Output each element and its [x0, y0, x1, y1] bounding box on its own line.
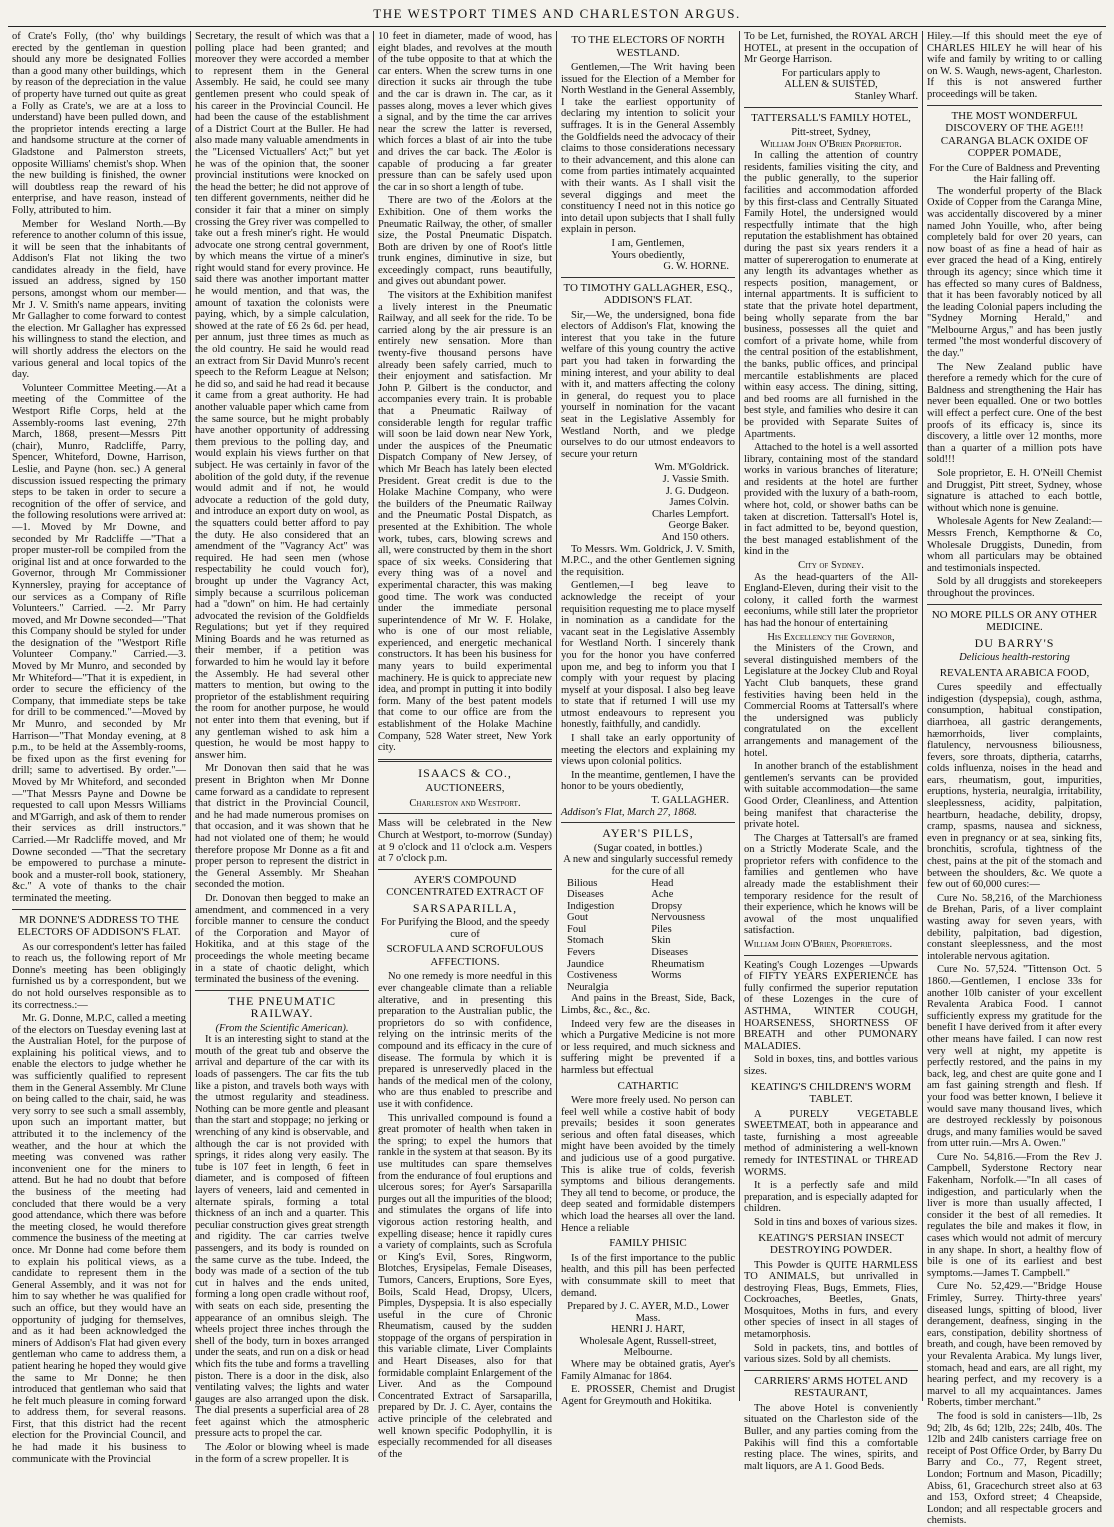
ad-heading: AYER'S COMPOUND CONCENTRATED EXTRACT OF [386, 873, 544, 899]
ad-paragraph: As the head-quarters of the All-England-Eleven, during their visit to the colony, it called forth the warmest eeconiums, while still later the proprietor has had the honour of entertaining [744, 571, 918, 629]
disease-item: Head Ache [651, 877, 674, 901]
ad-heading: DU BARRY'S [974, 635, 1055, 650]
signer: And 150 others. [661, 531, 729, 543]
article-paragraph: There are two of the Æolors at the Exhibition. One of them works the Pneumatic Railway, the other, of smaller size, the Postal Pneumatic Dispatch. Both are driven by one of Root's little trunk engines, diminutive in size, but exceedingly compact, runs beautifully, and gives out abundant power. [378, 195, 552, 288]
column-1 [8, 31, 191, 1465]
ad-subheading: William John O'Brien Proprietor. [760, 138, 902, 150]
ad-paragraph: Cures speedily and effectually indigestion (dyspepsia), cough, asthma, consumption, habitual constipation, diarrhoea, all gastric derangements, hæmorrhoids, liver complaints, flatulency, nervousness biliousness, fevers, sore throats, diptheria, catarrhs, colds influenza, noises in the head and ears, rheumatism, gout, impurities, eruptions, hysteria, neuralgia, irritability, sleeplessness, acidity, palpitation, heartburn, headache, debility, dropsy, cramp, spasms, nausea and sickness, even in pregnancy or at sea, sinking fits, bronchitis, scrofula, tightness of the chest, pains at the pit of the stomach and between the shoulders, &c. We quote a few out of 60,000 cures:— [927, 682, 1102, 891]
disease-item: Indigestion [567, 900, 615, 912]
ad-heading: CARRIERS' ARMS HOTEL AND RESTAURANT, [754, 1374, 908, 1400]
article-paragraph: As our correspondent's letter has failed to reach us, the following report of Mr Donne's meeting has been obligingly furnished us by a correspondent, but we do not hold ourselves responsible as to its correctness.:— [12, 941, 186, 1011]
divider [561, 822, 735, 823]
divider [378, 813, 552, 814]
ad-paragraph: The above Hotel is conveniently situated on the Charleston side of the Buller, and any parties coming from the Pakihis will find this a comfortable resting place. The wines, spirits, and malt liquors, are A 1. Good Beds. [744, 1402, 918, 1472]
ad-paragraph: Sold in packets, tins, and bottles of various sizes. Sold by all chemists. [744, 1342, 918, 1366]
column-6 [923, 31, 1106, 1527]
ad-subheading: For the Cure of Baldness and Preventing the Hair falling off. [929, 162, 1100, 186]
ad-signature: William John O'Brien, Proprietors. [744, 939, 893, 951]
ad-paragraph: It is a perfectly safe and mild preparation, and is especially adapted for children. [744, 1180, 918, 1215]
ad-line: His Excellency the Governor, [767, 631, 895, 643]
article-heading: MR DONNE'S ADDRESS TO THE ELECTORS OF ADDISON'S FLAT. [17, 913, 181, 939]
disease-item: Foul Stomach [567, 923, 604, 947]
ad-paragraph: Hiley.—If this should meet the eye of CHARLES HILEY he will hear of his wife and family by writing to or calling on W. S. Waugh, news-agent, Charleston. If this is not answered further proceedings will be taken. [927, 31, 1102, 100]
signer-list [561, 462, 729, 543]
signer: J. Vassie Smith. [662, 474, 729, 485]
ad-heading: TATTERSALL'S FAMILY HOTEL, [751, 111, 911, 124]
ad-paragraph: The Charges at Tattersall's are framed on a Strictly Moderate Scale, and the proprietor refers with confidence to the families and gentlemen who have already made the establishment their temporary residence for the result of their experience, which he knows will be avowal of the most unqualified satisfaction. [744, 832, 918, 937]
notice-heading: TO TIMOTHY GALLAGHER, ESQ., ADDISON'S FLAT. [563, 281, 733, 307]
disease-item: Dropsy [651, 900, 683, 912]
ad-paragraph: Sold in tins and boxes of various sizes. [754, 1216, 918, 1228]
disease-item: Neuralgia [567, 981, 609, 993]
column-4 [557, 31, 740, 1407]
ad-subheading: CATHARTIC [617, 1079, 679, 1092]
signer: J. G. Dudgeon. [665, 485, 729, 497]
ad-paragraph: Sold in boxes, tins, and bottles various sizes. [744, 1054, 918, 1077]
ad-paragraph: This Powder is QUITE HARMLESS TO ANIMALS, but unrivalled in destroying Fleas, Bugs, Emmets, Flies, Cockroaches, Beetles, Gnats, Mosquitoes, Moths in furs, and every other species of insect in all stages of metamorphosis. [744, 1259, 918, 1341]
masthead: THE WESTPORT TIMES AND CHARLESTON ARGUS. [8, 6, 1106, 27]
article-source: (From the Scientific American). [215, 1022, 349, 1034]
ad-subheading: FAMILY PHISIC [609, 1237, 687, 1250]
ad-heading: ISAACS & CO., [418, 765, 512, 780]
ad-paragraph: Keating's Cough Lozenges —Upwards of FIFTY YEARS EXPERIENCE has fully confirmed the superior reputation of these Lozenges in the cure of ASTHMA, WINTER COUGH, HOARSENESS, SHORTNESS OF BREATH and other PUMONARY MALADIES. [744, 959, 918, 1052]
ad-subheading: SCROFULA AND SCROFULOUS AFFECTIONS. [386, 943, 544, 968]
disease-item: Skin Diseases [651, 935, 688, 959]
signer: Charles Lempfort. [652, 508, 729, 520]
article-paragraph: Secretary, the result of which was that a polling place had been granted; and moreover they were accorded a member to represent them in the General Assembly. He said, he could see many gentlemen present who could speak of his career in the Provincial Council. He had been the cause of the establishment of a District Court at the Buller. He had also made many valuable amendments in the "Licensed Victuallers' Act;" but yet he was of the opinion that, the sooner provincial institutions were knocked on the head the better; he did not approve of ten different governments, neither did he consider it fair that a miner on simply crossing the Grey river was compelled to take out a fresh miner's right. He would advocate one strong central government, by which means the virtue of a miner's right would stand for every province. He said there was another important matter he would mention, and that was, the amount of taxation the colonists were paying, which, by a simple calculation, showed at the rate of £6 2s 6d. per head, per annum, just three times as much as the old country. He said he would read an extract from Sir David Munro's recent speech to the Reform League at Nelson; he did so, and said he had read it because it came from a great authority. He had another valuable paper which came from the same source, but he might probably have another opportunity of addressing them previous to the polling day, and would explain his views further on that subject. He was certainly in favor of the abolition of the gold duty, if the revenue would admit and if not, he would advocate a reduction of the gold duty, and introduce an export duty on wool, as the squatters could better afford to pay the duty. He also considered that an amendment of the "Vagrancy Act" was required. He had seen men (whose respectability he could vouch for), brought up under the Vagrancy Act, simply because a scurrilous policeman had a "down" on him. He had certainly advocated the revision of the Goldfields Regulations; but yet if they required Mining Boards and he was returned as their member, if a petition was forwarded to him he would lay it before the Assembly. He had several other matters to mention, but owing to the proprietor of the establishment requiring the room for another purpose, he would not enter into them that evening, but if any gentleman wished to ask him a question, he would be most happy to answer him. [195, 31, 369, 761]
notice-paragraph: Gentlemen,—The Writ having been issued for the Election of a Member for North Westland in the General Assembly, I take the earliest opportunity of declaring my intention to solicit your suffrages. It is in the General Assembly the Goldfields need the advocacy of their claims to those considerations necessary to their advancement, and this alone can come from parties intimately acquainted with their wants. As I shall visit the several diggings and meet the constituency I need not in this notice go into detail upon subjects that I shall fully explain in person. [561, 62, 735, 236]
ad-paragraph: To be Let, furnished, the ROYAL ARCH HOTEL, at present in the occupation of Mr George Harrison. [744, 31, 918, 66]
article-paragraph: The visitors at the Exhibition manifest a lively interest in the Pneumatic Railway, and all seek for the ride. To be carried along by the air pressure is an entirely new sensation. More than twenty-five thousand persons have already been safely carried, much to their enjoyment and satisfaction. Mr John P. Gilbert is the conductor, and accompanies every train. It is probable that a Pneumatic Railway of considerable length for regular traffic will soon be laid down near New York, under the auspices of the Pneumatic Dispatch Company of New Jersey, of which Mr Beach has lately been elected President. Great credit is due to the Holake Machine Company, who were the builders of the Pneumatic Railway and the Pneumatic Postal Dispatch, as presented at the Exhibition. The whole work, tubes, cars, blowing screws and all, were constructed by them in the short space of six weeks. Considering that every thing was of a novel and experimental character, this was making good time. The work was conducted under the immediate personal superintendence of Mr W. F. Holake, who is one of our most reliable, experienced, and energetic mechanical constructors. It has been his business for many years to build experimental machinery. He is quick to appreciate new idea, and prompt in putting it into bodily form. Many of the best patent models that come to our office are from the establishment of the Holake Machine Company, 528 Water street, New York city. [378, 290, 552, 754]
ad-paragraph: The food is sold in canisters—1lb, 2s 9d; 2lb, 4s 6d; 12lb, 22s; 24lb, 40s. The 12lb and 24lb canisters carriage free on receipt of Post Office Order, by Barry Du Barry and Co., 77, Regent street, London; Fortnum and Mason, Picadilly; Abiss, 61, Gracechurch street also at 63 and 153, Oxford street; 4 Cheapside, London; and all respectable grocers and chemists. [927, 1410, 1102, 1527]
ad-heading: KEATING'S CHILDREN'S WORM TABLET. [750, 1080, 912, 1106]
article-paragraph: of Crate's Folly, (tho' why buildings erected by the gentleman in question should any more be designated Follies than a good many other buildings, which by reason of the depreciation in the value of property have turned out quite as great a Folly as Crate's, we are at a loss to understand) have been pulled down, and the proprietor intends erecting a large and handsome structure at the corner of Gladstone and Palmerston streets, opposite Williams' chemist's shop. When the new building is finished, the owner will doubtless reap the reward of his enterprise, and have reason, instead of Folly, attributed to him. [12, 31, 186, 216]
disease-item: Costiveness [567, 970, 618, 982]
ad-paragraph: Cure No. 58,216, of the Marchioness de Brehan, Paris, of a liver complaint wasting away for seven years, with debility, palpitation, bad digestion, constant sleeplessness, and the most intolerable nervous agitation. [927, 892, 1102, 962]
columns [8, 31, 1106, 1527]
divider [927, 105, 1102, 106]
article-paragraph: 10 feet in diameter, made of wood, has eight blades, and revolves at the mouth of the tube opposite to that at which the car enters. When the screw turns in one direction it sucks air through the tube and the car is drawn in. The car, as it passes along, moves a lever which gives a signal, and by the time the car arrives near the screw the latter is reversed, which forces a blast of air into the tube and drives the car back. The Æolor is capable of producing a far greater pressure than can be safely used upon the car in so short a length of tube. [378, 31, 552, 193]
divider [744, 1370, 918, 1371]
divider [744, 107, 918, 108]
ad-paragraph: No one remedy is more needful in this ever changeable climate than a reliable alterative, and in presenting this preparation to the Australian public, the proprietors do so with confidence, relying on the intrinsic merits of the compound and its efficacy in the cure of disease. The formula by which it is prepared is unreservedly placed in the hands of the medical men of the colony, who are thus enabled to prescribe and use it with confidence. [378, 971, 552, 1110]
ad-location: Charleston and Westport. [409, 797, 521, 809]
ad-paragraph: E. PROSSER, Chemist and Drugist Agent for Greymouth and Hokitika. [561, 1384, 735, 1407]
ad-heading: KEATING'S PERSIAN INSECT DESTROYING POWDER. [758, 1231, 904, 1256]
ad-paragraph: Cure No. 57,524. "Tittenson Oct. 5 1860.—Gentlemen, I enclose 33s for another 10lb canister of your excellent Revalenta Arabica Food. I cannot sufficiently express my gratitude for the benefit I have derived from it after every other means have failed. I can now rest very well at night, my appetite is perfectly restored, and the pains in my back, leg, and chest are quite gone and I am fast gaining strength and flesh. If your food was better known, I believe it would save many thousand lives, which are destroyed recklessly by poisonous drugs, and many families would be saved from utter ruin.—Mrs A. Owen." [927, 964, 1102, 1150]
notice-heading: TO THE ELECTORS OF NORTH WESTLAND. [571, 34, 725, 59]
notice-paragraph: Gentlemen,—I beg leave to acknowledge the receipt of your requisition requesting me to place myself in nomination as a candidate for the vacant seat in the Legislative Assembly for Westland North. I sincerely thank you for the honor you have conferred upon me, and beg to inform you that I comply with your request by placing myself at your disposal. I also beg leave to state that if returned I will use my utmost endeavours to represent you honestly, faithfully, and candidly. [561, 580, 735, 731]
article-paragraph: Member for Wesland North.—By reference to another column of this issue, it will be seen that the inhabitants of Addison's Flat not liking the two candidates already in the field, have issued an address, signed by 150 persons, amongst whom our member—Mr J. V. Smith's name appears, inviting Mr Gallagher to come forward to contest the election. Mr Gallagher has expressed his willingness to stand the election, and will shortly address the electors on the various general and local topics of the day. [12, 218, 186, 381]
disease-item: Rheumatism [651, 958, 705, 970]
ad-line: HENRI J. HART, [611, 1324, 685, 1336]
ad-heading: AYER'S PILLS, [602, 826, 694, 841]
ad-paragraph: Sold by all druggists and storekeepers throughout the provinces. [927, 576, 1102, 599]
divider [561, 277, 735, 278]
column-5 [740, 31, 923, 1472]
signer: Wm. M'Goldrick. [654, 462, 729, 474]
ad-paragraph: Were more freely used. No person can feel well while a costive habit of body prevails; besides it soon generates serious and often fatal diseases, which might have been avoided by the timely and judicious use of a good purgative. This is alike true of colds, feverish symptoms and bilious derangements. They all tend to become, or produce, the deep seated and formidable distempers which load the hearses all over the land. Hence a reliable [561, 1095, 735, 1234]
ad-subheading: For Purifying the Blood, and the speedy cure of [380, 917, 550, 940]
article-paragraph: It is an interesting sight to stand at the mouth of the great tub and observe the arrival and departure of the car with its loads of passengers. The car fits the tub like a piston, and travels both ways with the utmost regularity and steadiness. Nothing can be more gentle and pleasant than the start and stoppage; no jerking or wrenching of any kind is observable, and although the car is not provided with springs, it rides along very easily. The tube is 107 feet in length, 6 feet in diameter, and is composed of fifteen layers of veneers, laid and cemented in alternate spirals, forming a total thickness of an inch and a quarter. This peculiar construction gives great strength and rigidity. The car carries twelve passengers, and its body is rounded on the same curve as the tube. Indeed, the body was made of a section of the tub cut in halves and the ends united, forming a long open cradle without roof, with seats on each side, presenting the appearance of an omnibus sleigh. The wheels project three inches through the shell of the body, turn in boxes arranged under the seats, and run on a disk or head which fits the tube and forms a travelling piston. There is a door in the disk, also ventilating valves; the lights and water gauges are also arranged upon the disk. The dial presents a superficial area of 28 feet against which the atmospheric pressure acts to propel the car. [195, 1034, 369, 1440]
disease-item: Nervousness [651, 912, 705, 924]
ad-paragraph: Mass will be celebrated in the New Church at Westport, to-morrow (Sunday) at 9 o'clock and 11 o'clock a.m. Vespers at 7 o'clock p.m. [378, 818, 552, 865]
divider [927, 604, 1102, 605]
disease-list [561, 878, 735, 994]
notice-paragraph: To Messrs. Wm. Goldrick, J. V. Smith, M.P.C., and the other Gentlemen signing the requisition. [561, 543, 735, 578]
disease-item: Jaundice [567, 958, 604, 970]
ad-subheading: (Sugar coated, in bottles.) [593, 842, 703, 854]
notice-paragraph: Sir,—We, the undersigned, bona fide electors of Addison's Flat, knowing the interest that you take in the future welfare of this young country the active part you had taken in forwarding the mining interest, and your ability to deal with it, and matters affecting the colony in general, do request you to place yourself in nomination for the vacant seat in the Legislative Assembly for Westland North, and we pledge ourselves to do our utmost endeavors to secure your return [561, 309, 735, 460]
ad-line: Stanley Wharf. [854, 90, 918, 102]
ad-paragraph: Cure No. 52,429.—"Bridge House Frimley, Surrey. Thirty-three years' diseased lungs, spitting of blood, liver derangement, deafness, singing in the ears, constipation, debility shortness of breath, and cough, have been removed by your Revalenta Arabica. My lungs liver, stomach, head and ears, are all right, my hearing perfect, and my recovery is a marvel to all my acquaintances. James Roberts, timber merchant." [927, 1281, 1102, 1409]
divider [744, 955, 918, 956]
ad-paragraph: This unrivalled compound is found a great promoter of health when taken in the spring; to expel the humors that rankle in the system at that season. By its use multitudes can spare themselves from the endurance of foul eruptions and ulcerous sores; for Ayer's Sarsaparilla purges out all the impurities of the blood; and stimulates the organs of life into vigorous action restoring health, and expelling disease; hence it rapidly cures a variety of complaints, such as Scrofula or King's Evil, Sores, Ringworm, Blotches, Erysipelas, Female Diseases, Tumors, Cancers, Eruptions, Sore Eyes, Boils, Scald Head, Dropsy, Ulcers, Pimples, Dyspepsia. It is also especially useful in the cure of Chronic Rheumatism, caused by the sudden stoppage of the organs of perspiration in this variable climate, Liver Complaints and Heart Diseases, also for that formidable complaint Enlargement of the Liver. And as the Compound Concentrated Extract of Sarsaparilla, prepared by Dr. J. C. Ayer, contains the active principle of the celebrated and well known specific Podophyllin, it is especially recommended for all diseases of the [378, 1112, 552, 1460]
ad-paragraph: Cure No. 54,816.—From the Rev J. Campbell, Syderstone Rectory near Fakenham, Norfolk.—"In all cases of indigestion, and particularly when the liver is more than usually affected, I consider it the best of all remedies. It regulates the bile and makes it flow, in cases which would not admit of mercury in any shape. In short, a healthy flow of bile is one of its earliest and best symptoms.—James T. Campbell." [927, 1151, 1102, 1279]
ad-paragraph: The New Zealand public have therefore a remedy which for the cure of Baldness and strengthening the Hair has never been equalled. One or two bottles will effect a perfect cure. One of the best proofs of its efficacy is, since its discovery, a little over 12 months, more than a quarter of a million pots have sold!!! [927, 361, 1102, 466]
ad-paragraph: the Ministers of the Crown, and several distinguished members of the Legislature at the Jockey Club and Royal Yacht Club banquets, these grand festivities having been held in the Commercial Rooms at Tattersall's where the undersigned was publicly congratulated on the excellent arrangements and management of the hotel. [744, 643, 918, 759]
notice-closing: Yours obediently, [611, 249, 685, 261]
notice-paragraph: I shall take an early opportunity of meeting the electors and explaining my views upon colonial politics. [561, 733, 735, 768]
article-paragraph: Mr Donovan then said that he was present in Brighton when Mr Donne came forward as a candidate to represent that district in the Provincial Council, and he had made numerous promises on that occasion, and it was shown that he had not violated one of them; he would therefore propose Mr Donne as a fit and proper person to represent the district in the General Assembly. Mr Sheahan seconded the motion. [195, 763, 369, 891]
divider [378, 869, 552, 870]
ad-line: Prepared by J. C. AYER, M.D., Lower Mass. [567, 1301, 729, 1324]
column-2 [191, 31, 374, 1465]
ad-subheading: A new and singularly successful remedy for the cure of all [563, 854, 733, 877]
signer: James Colvin. [669, 497, 729, 509]
disease-item: Worms [651, 970, 682, 982]
ad-paragraph: A PURELY VEGETABLE SWEETMEAT, both in appearance and taste, furnishing a most agreeable method of administering a well-known remedy for INTESTINAL or THREAD WORMS. [744, 1108, 918, 1178]
ad-line: ALLEN & SUISTED, [784, 79, 878, 91]
ad-line: For particulars apply to [781, 67, 881, 79]
ad-subheading: Delicious health-restoring [959, 652, 1070, 664]
article-heading: THE PNEUMATIC RAILWAY. [228, 993, 336, 1021]
disease-list-left [567, 878, 645, 994]
disease-item: Fevers [567, 947, 595, 959]
ad-subheading: REVALENTA ARABICA FOOD, [939, 666, 1090, 679]
disease-item: Gout [567, 912, 588, 924]
disease-list-right [651, 878, 729, 994]
ad-paragraph: Attached to the hotel is a well assorted library, containing most of the standard works in various branches of literature; and residents at the hotel are further provided with the luxury of a bath-room, where hot, cold, or shower baths can be taken at discretion. Tattersall's Hotel is, in fact admitted to be, beyond question, the best managed establishment of the kind in the [744, 442, 918, 558]
notice-paragraph: In the meantime, gentlemen, I have the honor to be yours obediently, [561, 769, 735, 793]
article-paragraph: The Æolor or blowing wheel is made in the form of a screw propeller. It is [195, 1442, 369, 1465]
article-paragraph: Mr. G. Donne, M.P.C, called a meeting of the electors on Tuesday evening last at the Australian Hotel, for the purpose of explaining his political views, and to enable the electors to judge whether he was sufficiently qualified to represent them in the General Assembly. Mr Clune on being called to the chair, said, he was very sorry to see such a small assembly, upon such an important matter, but attributed it to the inclemency of the weather, and the hour at which the meeting was convened was rather inconvenient one for the miners to attend. But he had no doubt that before the business of the meeting had concluded that there would be a very good attendance, which there was before the meeting closed, he would therefore commence the business of the meeting at once. Mr Donne had come before them to explain his political views, as a candidate to represent them in the General Assembly, and it was not for him to say whether he was qualified for such an office, but they would have an opportunity of judging for themselves, and as it had been acknowledged the miners of Addison's Flat had given every gentleman who came to address them, a patient hearing he hoped they would give the same to Mr Donne; he then introduced that gentleman who said that he felt much pleasure in coming forward to address them, for several reasons. First, that this district had the recent election for the Provincial Council, and he had made it his business to communicate with the Provincial [12, 1013, 186, 1465]
disease-item: Piles [651, 923, 672, 935]
ad-paragraph: And pains in the Breast, Side, Back, Limbs, &c., &c., &c. [561, 993, 735, 1017]
article-paragraph: Volunteer Committee Meeting.—At a meeting of the Committee of the Westport Rifle Corps, held at the Assembly-rooms last evening, 27th March, 1868, present—Messrs Pitt (chair), Munro, Radcliffe, Parry, Spencer, Whiteford, Downe, Harrison, Leslie, and Payne (hon. sec.) A general discussion issued respecting the primary steps to be taken in order to secure a recognition of the offer of service, and the following resolutions were arrived at:—1. Moved by Mr Downe, and seconded by Mr Radcliffe —"That a proper muster-roll be compiled from the original list and at once forwarded to the Governor, through Mr Commissioner Kynnersley, praying for acceptance of our services as a Company of Rifle Volunteers." Carried. —2. Mr Parry moved, and Mr Downe seconded—"That this Company should be styled for under the designation of the "Westport Rifle Volunteer Company." Carried.—3. Moved by Mr Munro, and seconded by Mr Whiteford—"That it is expedient, in order to secure the efficiency of the Company, that immediate steps be take for drill to be commenced."—Moved by Mr Munro, and seconded by Mr Harrison—"That Monday evening, at 8 p.m., to be held at the Assembly-rooms, be fixed upon as the first evening for drill; same to advertised. By order."—Moved by Mr Whiteford, and seconded—"That Messrs Payne and Downe be requested to call upon Messrs Williams and M'Garrigh, and ask of them to render their services as drill instructors." Carried.—Mr Radcliffe moved, and Mr Downe seconded —"That the secretary be empowered to purchase a minute-book and a muster-roll book, stationery, &c." A vote of thanks to the chair terminated the meeting. [12, 382, 186, 904]
ad-paragraph: Sole proprietor, E. H. O'Neill Chemist and Druggist, Pitt street, Sydney, whose signature is attached to each bottle, without which none is genuine. [927, 468, 1102, 514]
ad-paragraph: In calling the attention of country residents, families visiting the city, and the public generally, to the superior facilities and accommodation afforded by this first-class and Centrally Situated Family Hotel, the undersigned would respectfully intimate that the high reputation the establishment has obtained during the past six years renders it a matter of supererogation to enumerate at any length its advantages whether as respects position, management, or internal appartments. It is sufficient to state that the private hotel department, being wholly separate from the bar business, possesses all the quiet and comfort of a private home, while from the central position of the establishment, the banks, public offices, and principal mercantile establishments are placed within easy access. The dining, sitting, and bed rooms are all furnished in the best style, and families who desire it can be provided with Separate Suites of Apartments. [744, 150, 918, 440]
divider [195, 990, 369, 991]
column-3 [374, 31, 557, 1460]
divider [12, 909, 186, 910]
notice-signature: G. W. HORNE. [663, 261, 729, 273]
ad-paragraph: Wholesale Agents for New Zealand:—Messrs French, Kempthorne & Co, Wholesale Druggists, Dunedin, from whom all particulars may be obtained and testimonials inspected. [927, 516, 1102, 574]
ad-paragraph: The wonderful property of the Black Oxide of Copper from the Caranga Mine, was accidentally discovered by a miner named John Youille, who, after being completely bald for over 20 years, can now boast of as fine a head of hair as ever graced the head of a King, entirely through its agency; since which time it has effected so many cures of Baldness, that it has been favorably noticed by all the leading Colonial papers including the "Sydney Morning Herald," and "Melbourne Argus," and has been justly termed "the most wonderful discovery of the day." [927, 185, 1102, 360]
notice-closing: I am, Gentlemen, [611, 237, 685, 249]
disease-item: Bilious Diseases [567, 877, 604, 901]
ad-line: Wholesale Agent, Russell-street, Melbourne. [579, 1335, 717, 1359]
ad-heading: THE MOST WONDERFUL DISCOVERY OF THE AGE!!! CARANGA BLACK OXIDE OF COPPER POMADE, [940, 109, 1089, 160]
ad-heading: NO MORE PILLS OR ANY OTHER MEDICINE. [931, 608, 1098, 634]
ad-paragraph: Where may be obtained gratis, Ayer's Family Almanac for 1864. [561, 1359, 735, 1382]
ad-paragraph: In another branch of the establishment gentlemen's servants can be provided with suitable accommodation—the same Good Order, Cleanliness, and Attention being manifest that characterise the private hotel. [744, 761, 918, 831]
notice-signature: T. GALLAGHER. [651, 795, 729, 807]
notice-date: Addison's Flat, March 27, 1868. [561, 806, 697, 818]
ad-subheading: Pitt-street, Sydney, [791, 127, 871, 139]
ad-heading: SARSAPARILLA, [412, 900, 518, 915]
ad-paragraph: Is of the first importance to the public health, and this pill has been perfected with consummate skill to meet that demand. [561, 1252, 735, 1299]
article-paragraph: Dr. Donovan then begged to make an amendment, and commenced in a very forcible manner to censure the conduct of the Corporation and Mayor of Hokitika, and at this stage of the proceedings the whole meeting became in a state of chaotic delight, which terminated the business of the evening. [195, 892, 369, 986]
signer: George Baker. [668, 520, 729, 532]
divider [378, 759, 552, 762]
ad-line: City of Sydney. [798, 560, 864, 572]
ad-subheading: AUCTIONEERS, [425, 782, 505, 795]
ad-paragraph: Indeed very few are the diseases in which a Purgative Medicine is not more or less required, and much sickness and suffering might be prevented if a harmless but effectual [561, 1018, 735, 1076]
